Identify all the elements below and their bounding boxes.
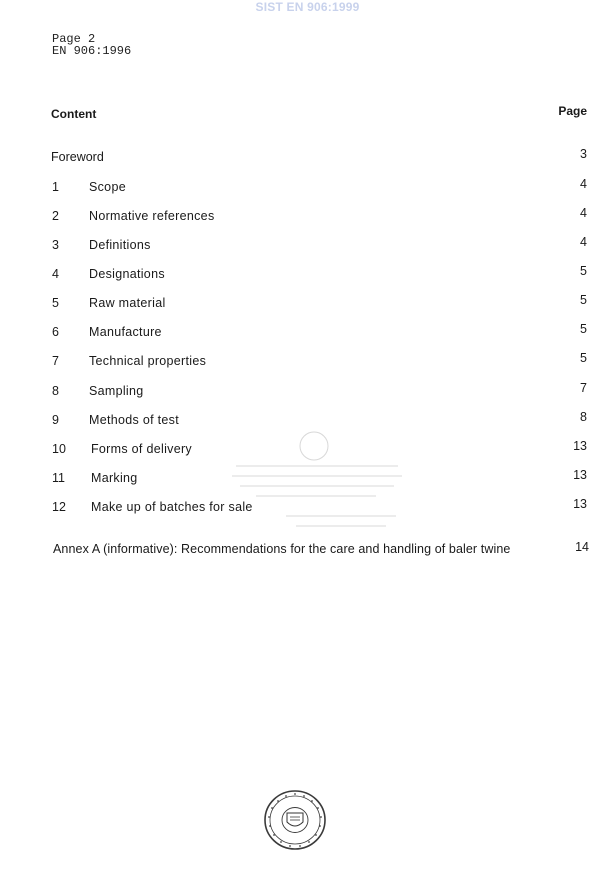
toc-row — [0, 177, 615, 198]
toc-title: Marking — [91, 471, 138, 485]
toc-title: Scope — [89, 180, 126, 194]
toc-page: 5 — [580, 264, 587, 278]
toc-title: Sampling — [89, 384, 144, 398]
toc-title: Normative references — [89, 209, 215, 223]
toc-page: 4 — [580, 235, 587, 249]
toc-page: 13 — [573, 497, 587, 511]
toc-row — [0, 322, 615, 343]
toc-number: 4 — [52, 267, 59, 281]
toc-row-annex — [0, 542, 615, 560]
toc-title: Methods of test — [89, 413, 179, 427]
toc-page: 5 — [580, 322, 587, 336]
faint-stamp-bleedthrough — [226, 428, 406, 538]
toc-row — [0, 381, 615, 402]
toc-title: Technical properties — [89, 354, 207, 368]
toc-title: Forms of delivery — [91, 442, 192, 456]
toc-number: 1 — [52, 180, 59, 194]
toc-row — [0, 293, 615, 314]
toc-row — [0, 206, 615, 227]
toc-title: Make up of batches for sale — [91, 500, 253, 514]
official-seal-icon — [263, 789, 327, 851]
toc-number: 5 — [52, 296, 59, 310]
toc-page: 5 — [580, 293, 587, 307]
toc-number: 9 — [52, 413, 59, 427]
standard-id: EN 906:1996 — [52, 44, 132, 58]
toc-number: 7 — [52, 354, 59, 368]
toc-title: Manufacture — [89, 325, 162, 339]
toc-title: Annex A (informative): Recommendations for the care and handling of baler twine — [53, 542, 511, 556]
toc-page: 14 — [575, 540, 589, 554]
toc-page: 4 — [580, 206, 587, 220]
toc-row-foreword — [0, 147, 615, 168]
toc-title: Definitions — [89, 238, 151, 252]
toc-row — [0, 264, 615, 285]
content-heading: Content — [51, 107, 97, 121]
toc-number: 11 — [52, 471, 65, 485]
toc-number: 12 — [52, 500, 66, 514]
toc-page: 4 — [580, 177, 587, 191]
toc-title: Foreword — [51, 150, 104, 164]
toc-number: 6 — [52, 325, 59, 339]
toc-number: 2 — [52, 209, 59, 223]
toc-page: 13 — [573, 439, 587, 453]
toc-number: 8 — [52, 384, 59, 398]
toc-row — [0, 351, 615, 372]
toc-number: 10 — [52, 442, 66, 456]
page-number-label: Page 2 — [52, 32, 96, 46]
toc-page: 5 — [580, 351, 587, 365]
toc-page: 7 — [580, 381, 587, 395]
page-header — [52, 33, 131, 57]
watermark: SIST EN 906:1999 — [255, 0, 360, 14]
toc-title: Raw material — [89, 296, 166, 310]
toc-page: 3 — [580, 147, 587, 161]
toc-row — [0, 235, 615, 256]
toc-page: 13 — [573, 468, 587, 482]
page-column-heading: Page — [558, 104, 587, 118]
toc-title: Designations — [89, 267, 165, 281]
toc-page: 8 — [580, 410, 587, 424]
toc-number: 3 — [52, 238, 59, 252]
